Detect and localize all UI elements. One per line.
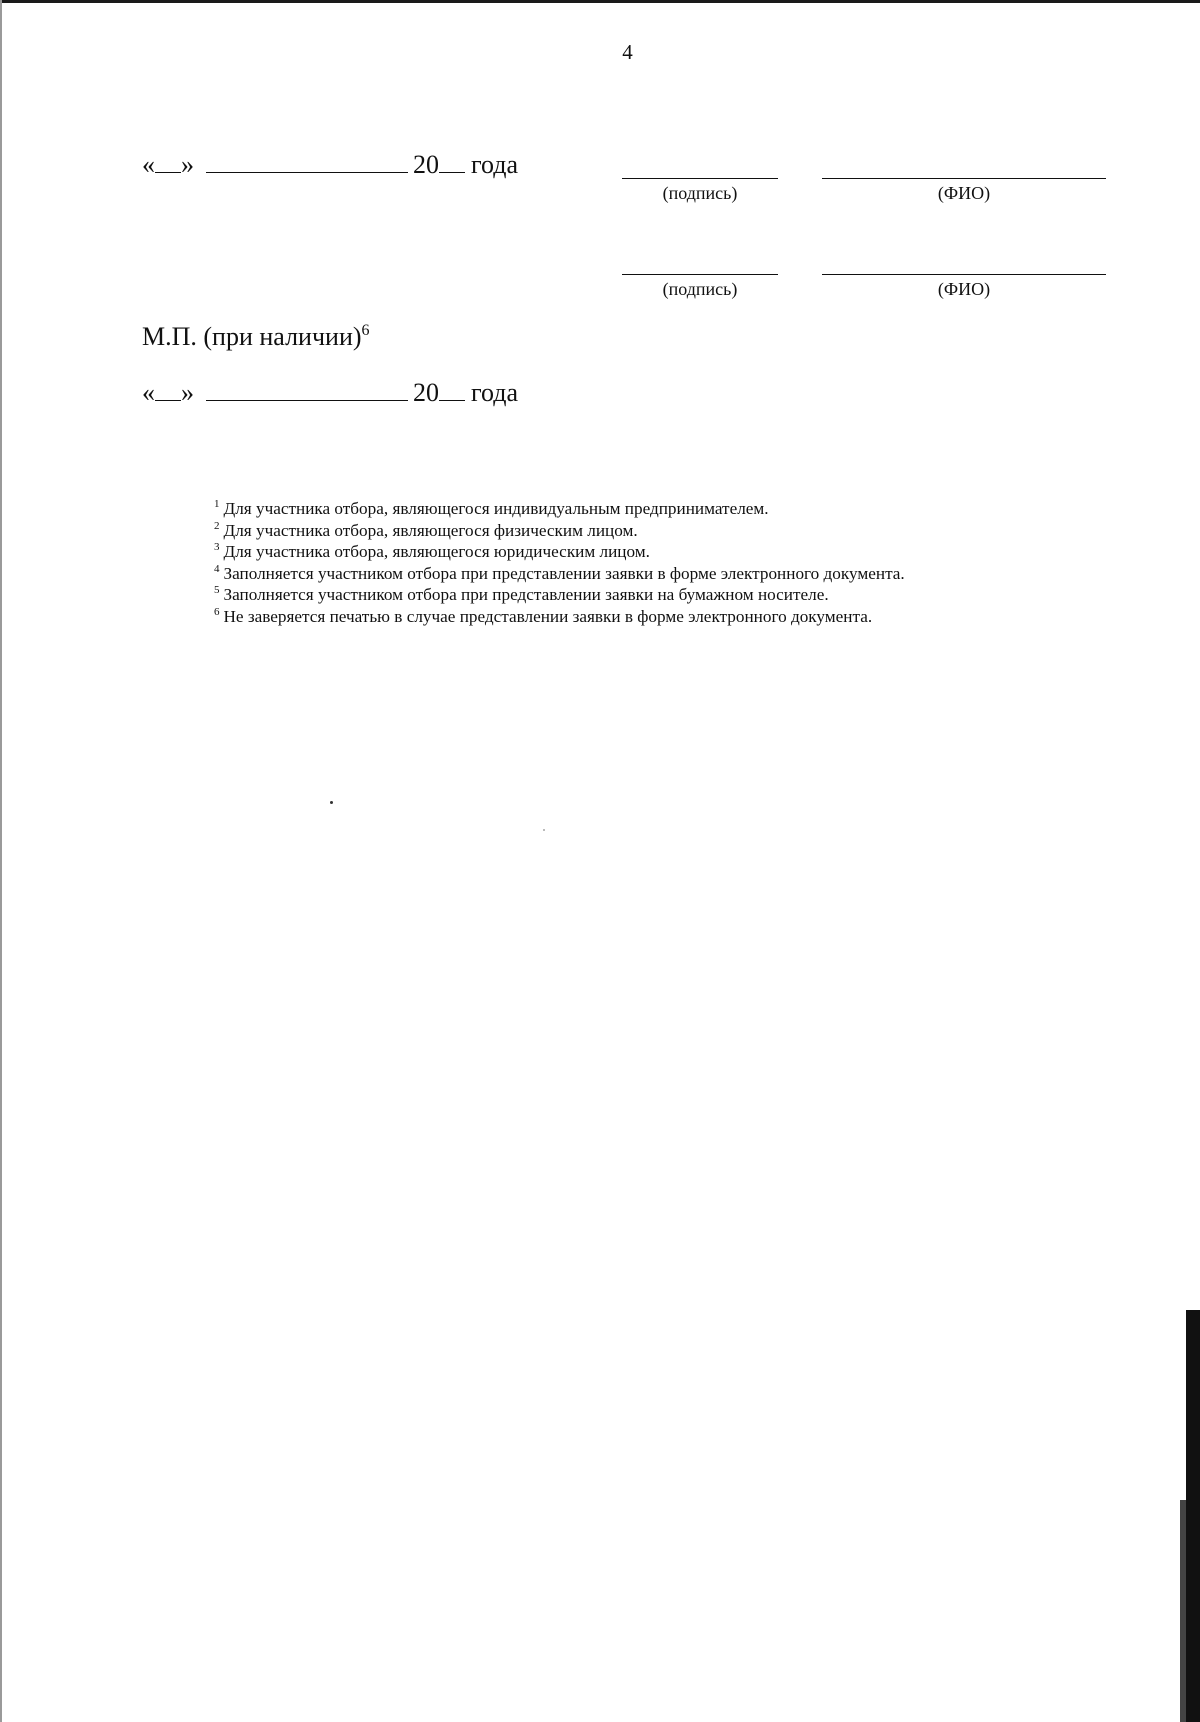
footnote-text: Для участника отбора, являющегося юридическим лицом. (223, 542, 650, 561)
footnote (214, 541, 905, 563)
year-prefix: 20 (413, 378, 439, 407)
footnote-text: Для участника отбора, являющегося физическим лицом. (223, 520, 638, 540)
footnote-mark: 2 (214, 519, 220, 532)
month-blank (206, 382, 408, 401)
seal-text (142, 322, 370, 352)
page-number: 4 (622, 40, 633, 64)
name-line (822, 178, 1106, 179)
day-blank (155, 382, 181, 401)
footnote (214, 563, 905, 585)
year-blank (439, 382, 465, 401)
footnote-mark: 3 (214, 541, 220, 553)
footnote-mark: 1 (214, 498, 220, 510)
close-quote: » (181, 150, 194, 179)
date-line (142, 378, 518, 408)
open-quote: « (142, 150, 155, 179)
close-quote: » (181, 378, 194, 407)
footnote-mark: 4 (214, 562, 220, 575)
footnote (214, 498, 905, 520)
year-word: года (471, 378, 519, 407)
date-line (142, 150, 518, 180)
scan-left-edge (0, 0, 2, 1722)
scan-speck (543, 829, 545, 831)
footnote-text: Заполняется участником отбора при представлении заявки на бумажном носителе. (223, 585, 829, 604)
open-quote: « (142, 378, 155, 407)
month-blank (206, 154, 408, 173)
year-prefix: 20 (413, 150, 439, 179)
signature-caption: (подпись) (662, 279, 738, 299)
year-word: года (471, 150, 519, 179)
footnote (214, 606, 905, 628)
seal-footnote-ref: 6 (361, 322, 370, 339)
scan-top-edge (0, 0, 1200, 3)
day-blank (155, 154, 181, 173)
scan-speck (330, 801, 333, 804)
footnotes (214, 498, 905, 627)
seal-label: М.П. (при наличии) (142, 322, 362, 351)
scan-right-shadow (1180, 1500, 1186, 1722)
scan-right-edge (1186, 1310, 1200, 1722)
footnote-mark: 6 (214, 605, 220, 618)
footnote (214, 584, 905, 606)
footnote (214, 520, 905, 542)
signature-line (622, 274, 778, 275)
footnote-mark: 5 (214, 584, 220, 596)
year-blank (439, 154, 465, 173)
name-line (822, 274, 1106, 275)
footnote-text: Заполняется участником отбора при представлении заявки в форме электронного документа. (223, 563, 905, 583)
name-caption: (ФИО) (937, 279, 991, 299)
footnote-text: Для участника отбора, являющегося индивидуальным предпринимателем. (223, 499, 769, 518)
footnote-text: Не заверяется печатью в случае представлении заявки в форме электронного документа. (223, 606, 873, 626)
signature-caption: (подпись) (662, 183, 738, 203)
name-caption: (ФИО) (937, 183, 991, 203)
signature-line (622, 178, 778, 179)
